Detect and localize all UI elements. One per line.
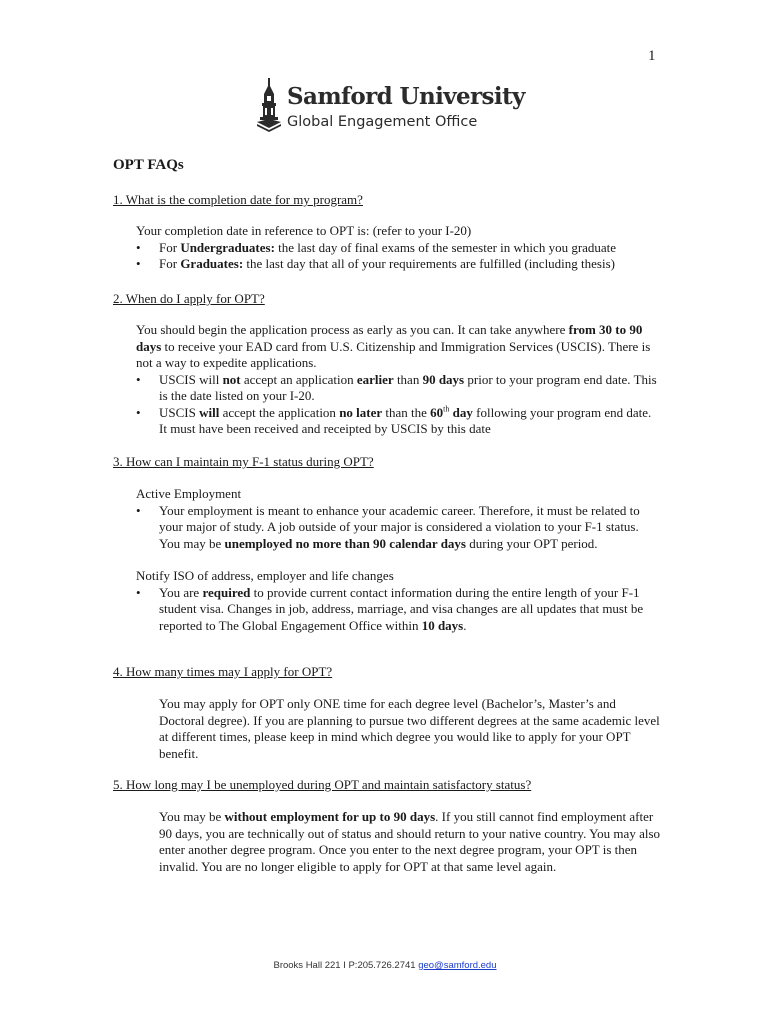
subheading-notify-iso: Notify ISO of address, employer and life changes bbox=[136, 568, 394, 583]
chapel-tower-icon bbox=[255, 78, 283, 132]
question-5: 5. How long may I be unemployed during OPT and maintain satisfactory status? bbox=[113, 777, 532, 792]
answer-3 bbox=[136, 486, 661, 634]
answer-1-intro: Your completion date in reference to OPT is: (refer to your I-20) bbox=[136, 223, 472, 238]
answer-5-paragraph: You may be without employment for up to 90 days. If you still cannot find employment after 90 days, you are technically out of status and should return to your native country. You may also enter another degree program. Once you enter to the next degree program, your OPT is then invalid. You are no longer eligible to apply for OPT at that same level again. bbox=[159, 809, 661, 874]
page-number: 1 bbox=[648, 48, 656, 64]
list-item: • For Undergraduates: the last day of final exams of the semester in which you graduate bbox=[136, 240, 661, 257]
answer-2-paragraph: You should begin the application process as early as you can. It can take anywhere from 30 to 90 days to receive your EAD card from U.S. Citizenship and Immigration Services (USCIS). There is not a way to expedite applications. bbox=[136, 322, 651, 370]
university-name: Samford University bbox=[287, 83, 525, 110]
list-item: • USCIS will not accept an application earlier than 90 days prior to your program end date. This is the date listed on your I-20. bbox=[136, 372, 661, 405]
question-4: 4. How many times may I apply for OPT? bbox=[113, 664, 333, 679]
office-name: Global Engagement Office bbox=[287, 114, 478, 130]
answer-4 bbox=[159, 696, 661, 762]
answer-4-paragraph: You may apply for OPT only ONE time for each degree level (Bachelor’s, Master’s and Doctoral degree). If you are planning to pursue two different degrees at the same academic level at different times, please keep in mind which degree you would like to apply for your OPT benefit. bbox=[159, 696, 660, 761]
answer-5 bbox=[159, 809, 661, 875]
question-3: 3. How can I maintain my F-1 status during OPT? bbox=[113, 454, 374, 469]
subheading-active-employment: Active Employment bbox=[136, 486, 242, 501]
list-item: • For Graduates: the last day that all of your requirements are fulfilled (including thesis) bbox=[136, 256, 661, 273]
question-2: 2. When do I apply for OPT? bbox=[113, 291, 265, 306]
document-title: OPT FAQs bbox=[113, 157, 184, 173]
list-item: • Your employment is meant to enhance your academic career. Therefore, it must be related to your major of study. A job outside of your major is considered a violation to your F-1 status. You may be unemployed no more than 90 calendar days during your OPT period. bbox=[136, 503, 661, 553]
list-item: • You are required to provide current contact information during the entire length of your F-1 student visa. Changes in job, address, marriage, and visa changes are all updates that must be reported to The Global Engagement Office within 10 days. bbox=[136, 585, 661, 635]
list-item: • USCIS will accept the application no later than the 60th day following your program end date. It must have been received and receipted by USCIS by this date bbox=[136, 405, 661, 438]
university-logo bbox=[255, 78, 525, 134]
answer-2 bbox=[136, 322, 661, 438]
email-link[interactable]: geo@samford.edu bbox=[418, 960, 497, 971]
answer-1 bbox=[136, 223, 661, 273]
question-1: 1. What is the completion date for my program? bbox=[113, 192, 363, 207]
footer-address: Brooks Hall 221 I P:205.726.2741 bbox=[273, 960, 419, 971]
footer bbox=[0, 958, 770, 975]
